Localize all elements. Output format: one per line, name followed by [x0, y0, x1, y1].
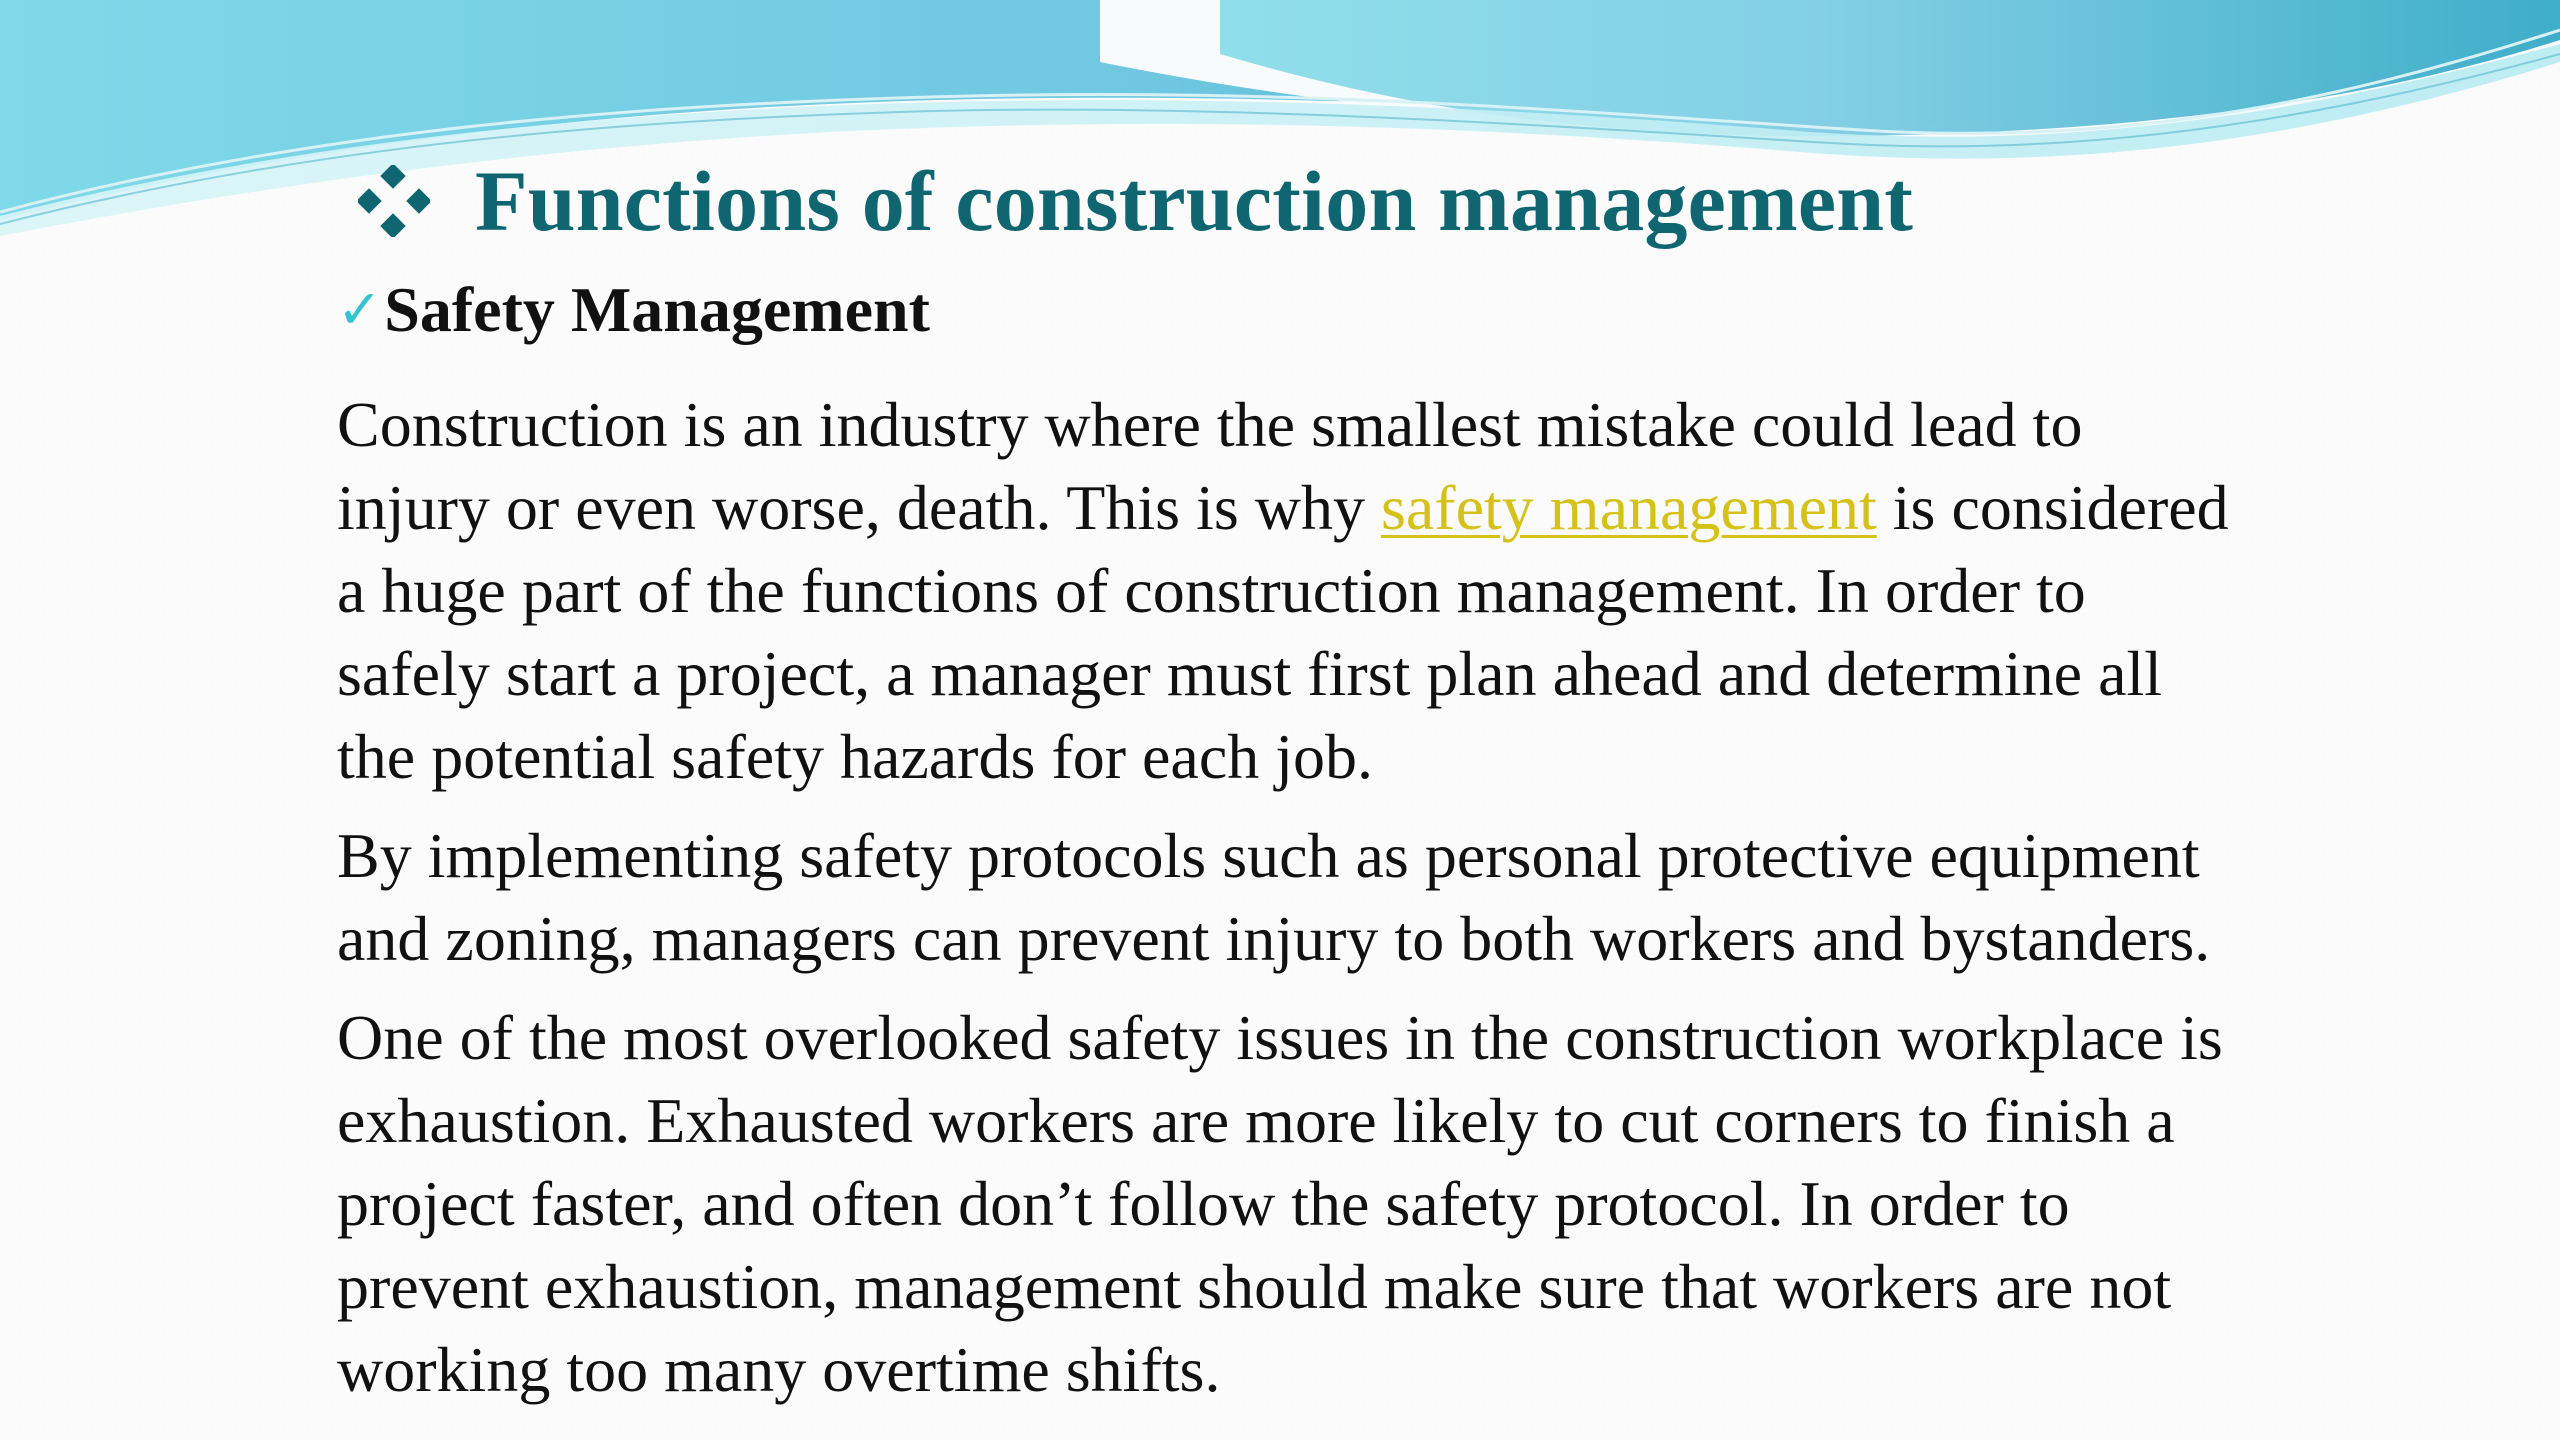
paragraph-line: safely start a project, a manager must first plan ahead and determine all — [337, 638, 2163, 709]
safety-management-link[interactable]: safety management — [1380, 472, 1877, 543]
paragraph-line: One of the most overlooked safety issues in the construction workplace is — [337, 1002, 2223, 1073]
line-text-after-link: is considered — [1876, 472, 2229, 543]
paragraph-line: project faster, and often don’t follow the safety protocol. In order to — [337, 1168, 2070, 1239]
title-row — [355, 153, 1914, 249]
paragraph-line: By implementing safety protocols such as personal protective equipment — [337, 820, 2200, 891]
checkmark-icon: ✓ — [337, 280, 383, 340]
paragraph-line: exhaustion. Exhausted workers are more likely to cut corners to finish a — [337, 1085, 2175, 1156]
body-text — [337, 383, 2397, 1427]
paragraph-line: working too many overtime shifts. — [337, 1334, 1221, 1405]
paragraph-1 — [337, 383, 2397, 798]
paragraph-line: a huge part of the functions of construction management. In order to — [337, 555, 2086, 626]
paragraph-line: the potential safety hazards for each job. — [337, 721, 1373, 792]
paragraph-3 — [337, 996, 2397, 1411]
line-text-before-link: injury or even worse, death. This is why — [337, 472, 1381, 543]
four-diamonds-icon — [355, 162, 433, 240]
subheading-text: Safety Management — [384, 274, 930, 345]
paragraph-2 — [337, 814, 2397, 980]
subheading-row — [337, 274, 930, 345]
paragraph-line: and zoning, managers can prevent injury to both workers and bystanders. — [337, 903, 2211, 974]
slide-title: Functions of construction management — [475, 153, 1914, 249]
paragraph-line: prevent exhaustion, management should make sure that workers are not — [337, 1251, 2172, 1322]
paragraph-line: Construction is an industry where the smallest mistake could lead to — [337, 389, 2083, 460]
paragraph-line — [337, 466, 2397, 549]
